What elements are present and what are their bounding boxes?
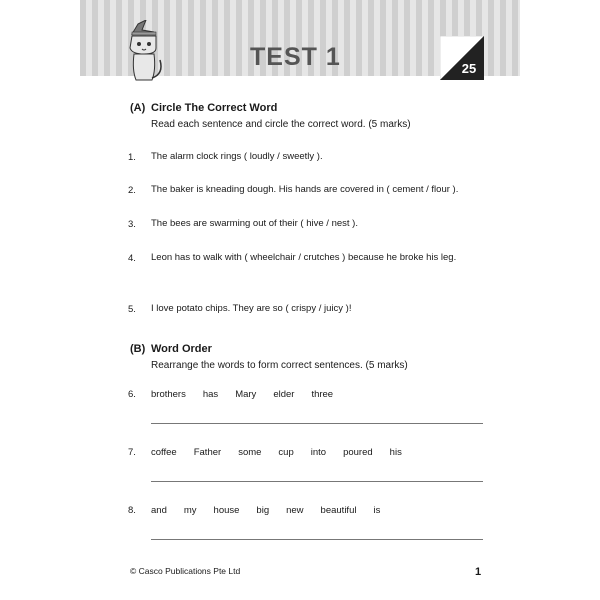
question-number: 8. <box>128 505 136 516</box>
question-text: I love potato chips. They are so ( crispy / juicy )! <box>151 303 352 314</box>
page-number: 1 <box>475 566 482 578</box>
section-a-label: (A) <box>130 102 146 114</box>
question-number: 7. <box>128 447 136 458</box>
section-a-instruction: Read each sentence and circle the correct word. (5 marks) <box>151 119 411 130</box>
word: Mary <box>235 389 257 400</box>
word: poured <box>343 447 373 458</box>
section-b-title: Word Order <box>151 343 212 355</box>
word: into <box>310 447 327 458</box>
word: coffee <box>151 447 177 458</box>
question-text: The bees are swarming out of their ( hive / nest ). <box>151 218 358 229</box>
word: house <box>213 505 240 516</box>
question-text: The baker is kneading dough. His hands are covered in ( cement / flour ). <box>151 184 459 195</box>
word: his <box>389 447 402 458</box>
word: three <box>311 389 334 400</box>
question-number: 1. <box>128 152 136 163</box>
word: cup <box>278 447 294 458</box>
answer-line[interactable] <box>151 539 483 540</box>
word-list <box>151 389 350 400</box>
word: has <box>202 389 219 400</box>
word: brothers <box>151 389 186 400</box>
section-b-label: (B) <box>130 343 146 355</box>
word: and <box>151 505 167 516</box>
badge-number: 25 <box>461 61 477 76</box>
question-number: 5. <box>128 304 136 315</box>
word-list <box>151 505 397 516</box>
question-number: 4. <box>128 253 136 264</box>
question-text: Leon has to walk with ( wheelchair / crutches ) because he broke his leg. <box>151 252 457 263</box>
section-a-title: Circle The Correct Word <box>151 102 278 114</box>
word: elder <box>273 389 295 400</box>
answer-line[interactable] <box>151 481 483 482</box>
test-title: TEST 1 <box>250 43 341 71</box>
word: big <box>256 505 270 516</box>
question-number: 6. <box>128 389 136 400</box>
word: is <box>373 505 381 516</box>
word: new <box>286 505 304 516</box>
word: beautiful <box>320 505 357 516</box>
cat-witch-hat-icon <box>124 20 168 84</box>
question-number: 3. <box>128 219 136 230</box>
word: some <box>238 447 262 458</box>
section-b-instruction: Rearrange the words to form correct sentences. (5 marks) <box>151 360 408 371</box>
copyright-text: © Casco Publications Pte Ltd <box>130 566 241 576</box>
word-list <box>151 447 419 458</box>
word: Father <box>193 447 222 458</box>
question-number: 2. <box>128 185 136 196</box>
question-text: The alarm clock rings ( loudly / sweetly ). <box>151 151 323 162</box>
word: my <box>183 505 197 516</box>
answer-line[interactable] <box>151 423 483 424</box>
